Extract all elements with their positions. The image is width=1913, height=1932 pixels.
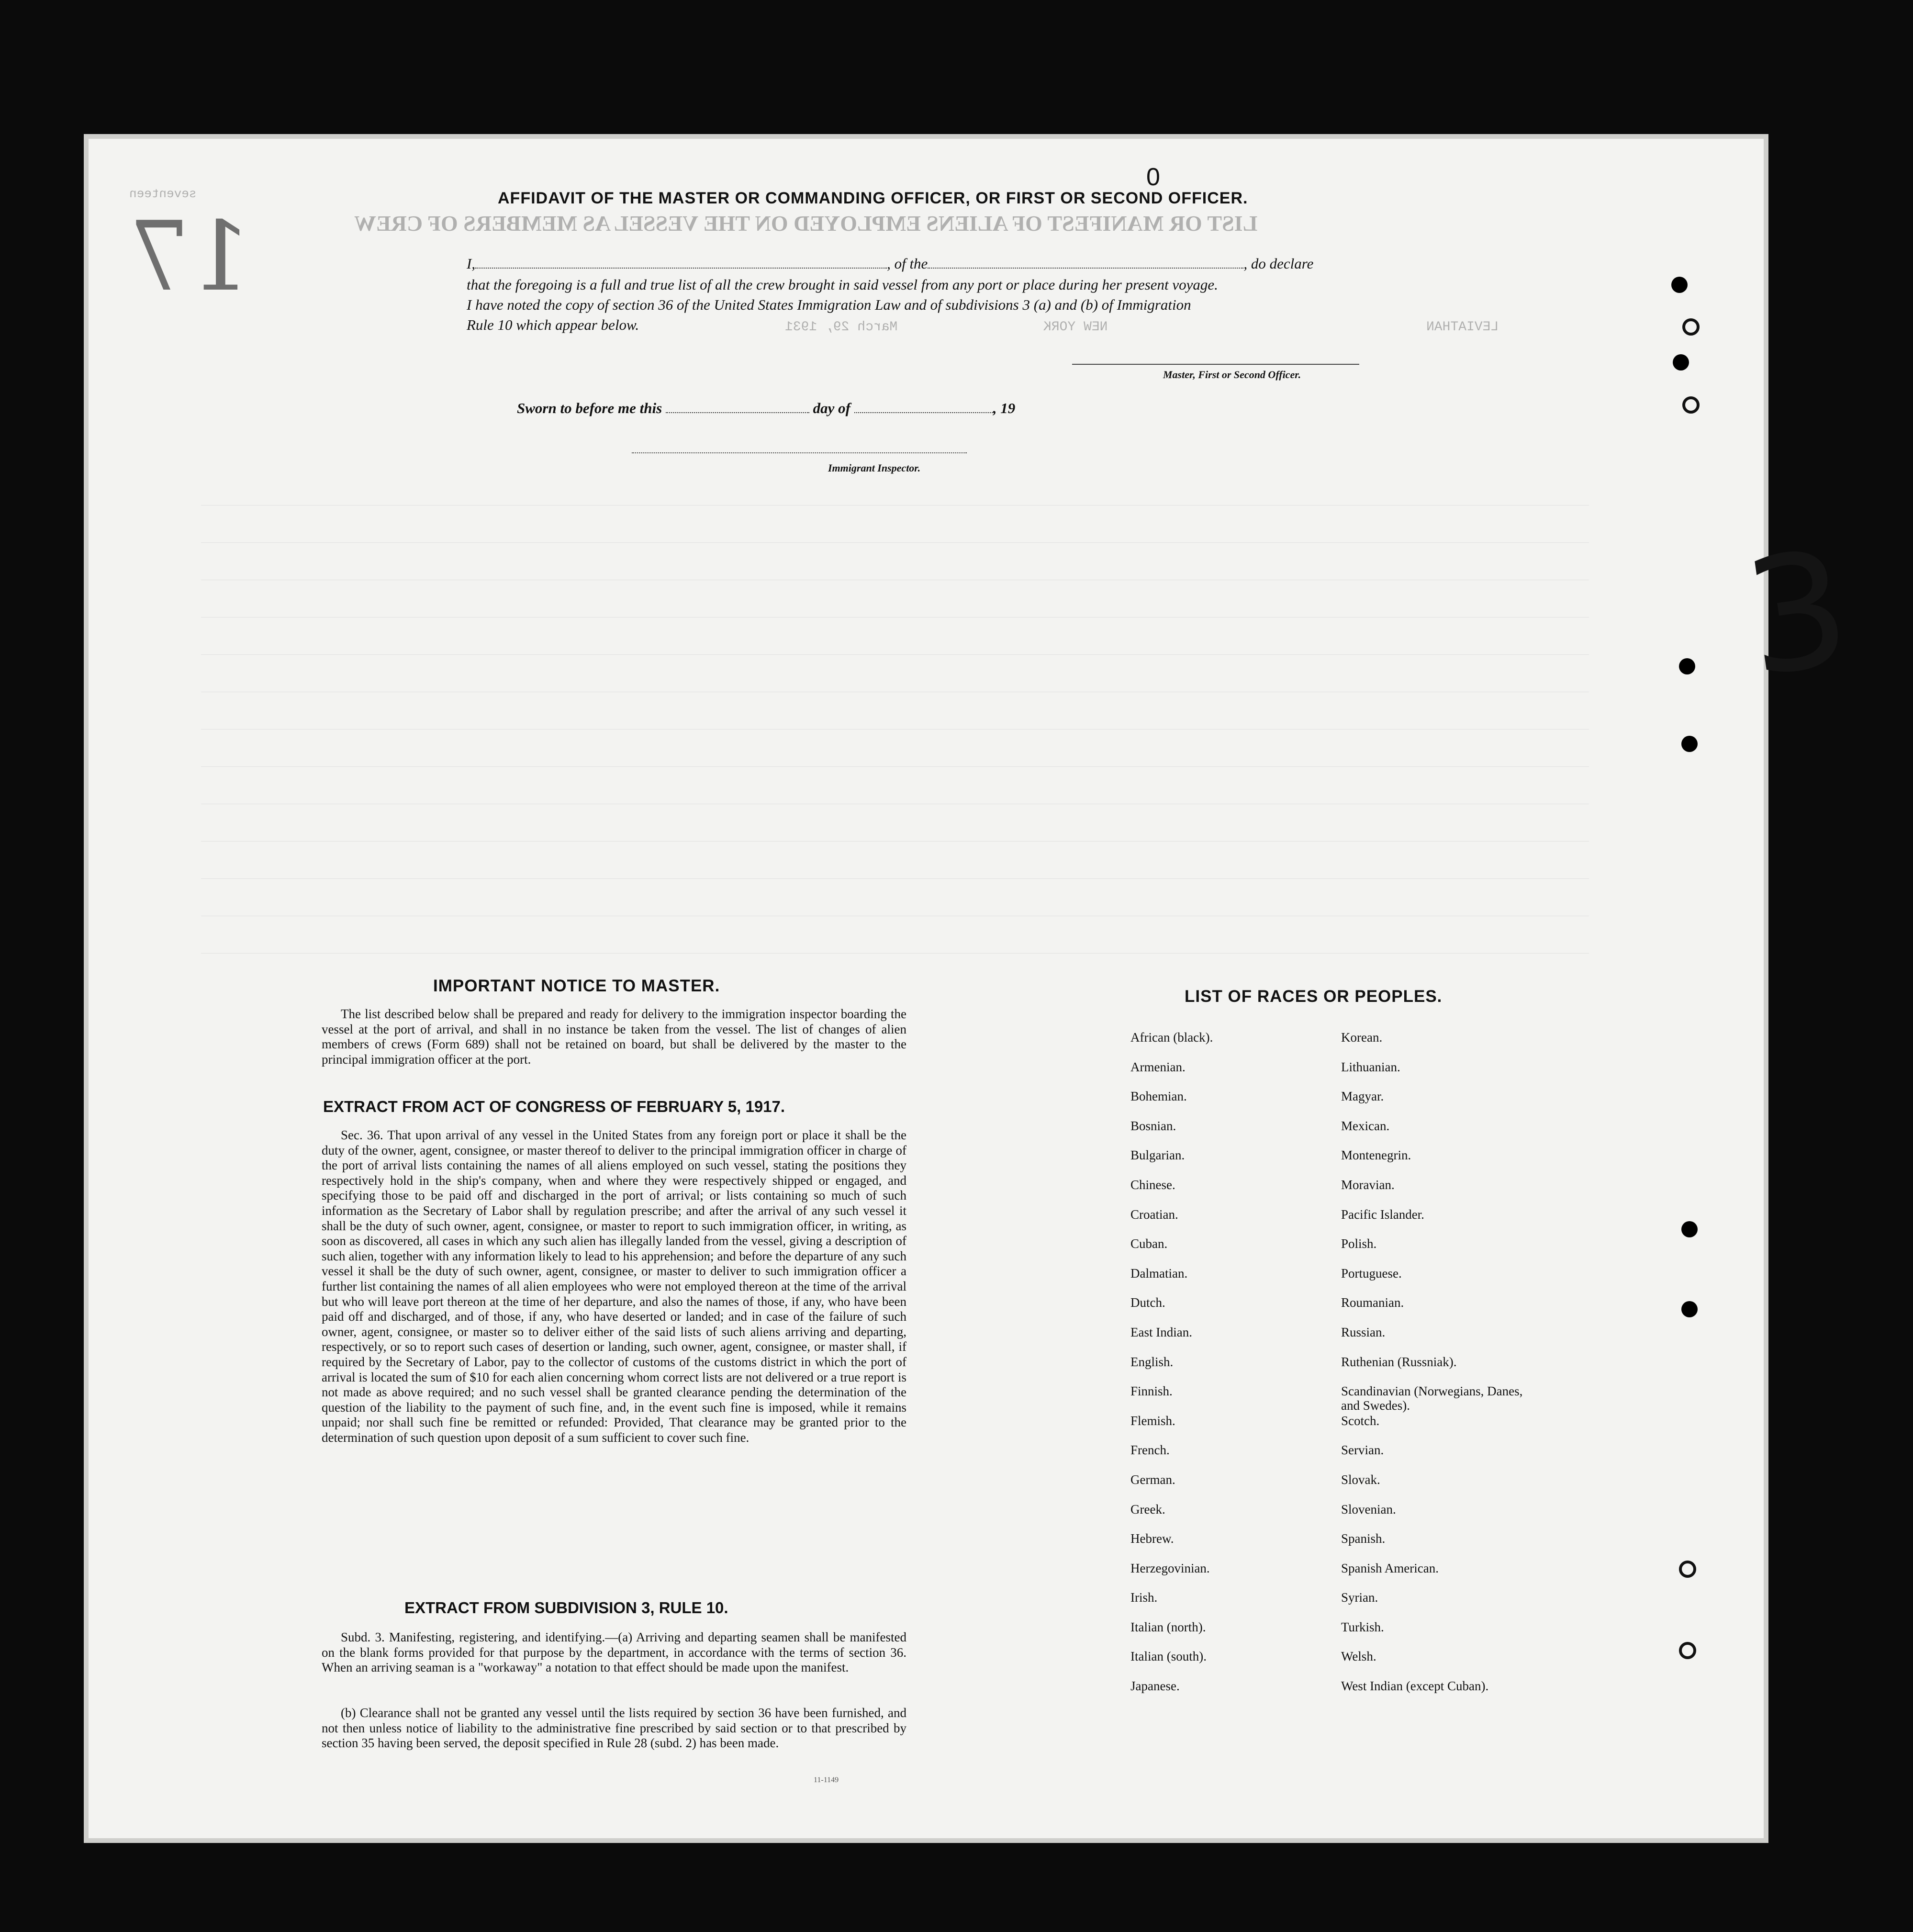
extract-rule-body-b: (b) Clearance shall not be granted any vessel until the lists required by section 36 have been furnished, and not then unless notice of liability to the administrative fine prescribed by said section or to that prescribed by section 35 having been served, the deposit specified in Rule 28 (subd. 2) has been made.	[322, 1706, 906, 1751]
pencil-number: 3	[1734, 516, 1860, 712]
bleed-row	[201, 953, 1589, 954]
extract-rule-title: EXTRACT FROM SUBDIVISION 3, RULE 10.	[404, 1599, 728, 1617]
race-item: Welsh.	[1341, 1649, 1376, 1664]
affidavit-line-1	[467, 255, 1313, 272]
race-item: West Indian (except Cuban).	[1341, 1679, 1489, 1694]
bleed-port: NEW YORK	[1043, 320, 1108, 335]
race-item: French.	[1130, 1443, 1170, 1458]
bleed-date: March 29, 1931	[785, 320, 898, 335]
race-item: Lithuanian.	[1341, 1059, 1400, 1074]
race-item: Hebrew.	[1130, 1531, 1174, 1546]
race-item: German.	[1130, 1472, 1175, 1487]
races-title: LIST OF RACES OR PEOPLES.	[1185, 987, 1443, 1006]
race-item: Herzegovinian.	[1130, 1561, 1210, 1575]
race-item: Cuban.	[1130, 1236, 1168, 1251]
sworn-year: , 19	[993, 400, 1016, 416]
binder-hole	[1682, 318, 1700, 336]
race-item: Bosnian.	[1130, 1118, 1176, 1133]
race-item: Roumanian.	[1341, 1295, 1404, 1310]
affidavit-line-3: I have noted the copy of section 36 of the United States Immigration Law and of subdivisions 3 (a) and (b) of Immigration	[467, 296, 1191, 313]
binder-hole	[1673, 354, 1689, 371]
bleed-manifest-title: LIST OR MANIFEST OF ALIENS EMPLOYED ON THE VESSEL AS MEMBERS OF CREW	[354, 211, 1258, 236]
race-item: Italian (north).	[1130, 1619, 1206, 1634]
race-item: East Indian.	[1130, 1325, 1192, 1339]
race-item: Dutch.	[1130, 1295, 1165, 1310]
race-item: Dalmatian.	[1130, 1266, 1188, 1281]
bleed-big-number: 17	[129, 201, 251, 313]
binder-hole	[1671, 277, 1688, 293]
extract-rule-body-a: Subd. 3. Manifesting, registering, and identifying.—(a) Arriving and departing seamen shall be manifested on the blank forms provided for that purpose by the department, in accordance with the terms of section 36. When an arriving seaman is a "workaway" a notation to that effect should be made upon the manifest.	[322, 1630, 906, 1675]
binder-hole	[1681, 1221, 1698, 1237]
inspector-signature-line	[632, 452, 967, 453]
race-item: Magyar.	[1341, 1089, 1384, 1104]
binder-hole	[1681, 736, 1698, 752]
race-item: Turkish.	[1341, 1619, 1384, 1634]
affidavit-i: I,	[467, 255, 476, 272]
affidavit-do-declare: , do declare	[1243, 255, 1314, 272]
race-item: Korean.	[1341, 1030, 1383, 1045]
affidavit-line-4: Rule 10 which appear below.	[467, 316, 639, 333]
binder-hole	[1679, 658, 1695, 674]
bleed-row	[201, 654, 1589, 655]
bleed-row	[201, 841, 1589, 842]
race-item: Spanish.	[1341, 1531, 1386, 1546]
binder-hole	[1679, 1561, 1696, 1578]
bleed-row	[201, 878, 1589, 879]
bleed-row	[201, 729, 1589, 730]
extract-act-body: Sec. 36. That upon arrival of any vessel in the United States from any foreign port or place it shall be the duty of the owner, agent, consignee, or master thereof to deliver to the principal immigration officer in charge of the port of arrival lists containing the names of all aliens employed on such vessel, stating the positions they respectively hold in the ship's company, when and where they were respectively shipped or engaged, and specifying those to be paid off and discharged in the port of arrival; or lists containing so much of such information as the Secretary of Labor shall by regulation prescribe; and after the arrival of any such vessel it shall be the duty of such owner, agent, consignee, or master to report to such immigration officer, in writing, as soon as discovered, all cases in which any such alien has illegally landed from the vessel, giving a description of such alien, together with any information likely to lead to his apprehension; and before the departure of any such vessel it shall be the duty of such owner, agent, consignee, or master to deliver to such immigration officer a further list containing the names of all alien employees who were not employed thereon at the time of the arrival but who will leave port thereon at the time of her departure, and also the names of those, if any, who have been paid off and discharged, and of those, if any, who have deserted or landed; and in case of the failure of such owner, agent, consignee, or master so to deliver either of the said lists of such aliens arriving and departing, respectively, or so to report such cases of desertion or landing, such owner, agent, consignee, or master shall, if required by the Secretary of Labor, pay to the collector of customs of the customs district in which the port of arrival is located the sum of $10 for each alien concerning whom correct lists are not delivered or a true report is not made as above required; and no such vessel shall be granted clearance pending the determination of the question of the liability to the payment of such fine, and, in the event such fine is imposed, while it remains unpaid; nor shall such fine be remitted or refunded: Provided, That clearance may be granted prior to the determination of such question upon deposit of a sum sufficient to cover such fine.	[322, 1128, 906, 1445]
sworn-day-of: day of	[813, 400, 850, 416]
bleed-row	[201, 617, 1589, 618]
notice-body: The list described below shall be prepared and ready for delivery to the immigration inspector boarding the vessel at the port of arrival, and shall in no instance be taken from the vessel. The list of changes of alien members of crews (Form 689) shall not be retained on board, but shall be delivered by the master to the principal immigration officer at the port.	[322, 1007, 906, 1067]
race-item: Bohemian.	[1130, 1089, 1187, 1104]
bleed-vessel: LEVIATHAN	[1426, 320, 1499, 335]
race-item: Finnish.	[1130, 1384, 1173, 1399]
binder-hole	[1681, 1301, 1698, 1317]
race-item: Montenegrin.	[1341, 1148, 1411, 1163]
sworn-line	[517, 400, 1015, 417]
form-code: 11-1149	[814, 1776, 839, 1784]
corner-zero: 0	[1146, 163, 1160, 191]
race-item: Armenian.	[1130, 1059, 1186, 1074]
race-item: Slovenian.	[1341, 1502, 1396, 1516]
inspector-label: Immigrant Inspector.	[828, 462, 921, 474]
race-item: English.	[1130, 1354, 1174, 1369]
race-item: Mexican.	[1341, 1118, 1390, 1133]
race-item: Ruthenian (Russniak).	[1341, 1354, 1457, 1369]
race-item: Portuguese.	[1341, 1266, 1402, 1281]
race-item: Japanese.	[1130, 1679, 1180, 1694]
master-label: Master, First or Second Officer.	[1163, 369, 1301, 381]
races-right-column	[1341, 1030, 1542, 1708]
affidavit-of-the: , of the	[887, 255, 928, 272]
race-item: Greek.	[1130, 1502, 1165, 1516]
race-item: Scotch.	[1341, 1413, 1380, 1428]
race-item: Spanish American.	[1341, 1561, 1439, 1575]
race-item: Russian.	[1341, 1325, 1386, 1339]
affidavit-title: AFFIDAVIT OF THE MASTER OR COMMANDING OFFICER, OR FIRST OR SECOND OFFICER.	[498, 189, 1248, 207]
binder-hole	[1679, 1642, 1696, 1659]
race-item: Slovak.	[1341, 1472, 1380, 1487]
bleed-row	[201, 766, 1589, 767]
master-signature-line	[1072, 364, 1359, 365]
binder-hole	[1682, 396, 1700, 414]
race-item: Italian (south).	[1130, 1649, 1207, 1664]
race-item: Scandinavian (Norwegians, Danes, and Swedes).	[1341, 1384, 1523, 1413]
race-item: Chinese.	[1130, 1177, 1175, 1192]
notice-title: IMPORTANT NOTICE TO MASTER.	[433, 977, 720, 995]
race-item: Servian.	[1341, 1443, 1384, 1458]
bleed-seventeen: seventeen	[129, 187, 197, 201]
race-item: Syrian.	[1341, 1590, 1378, 1605]
race-item: Irish.	[1130, 1590, 1158, 1605]
sworn-to: Sworn to before me this	[517, 400, 662, 416]
race-item: Polish.	[1341, 1236, 1377, 1251]
bleed-row	[201, 542, 1589, 543]
race-item: African (black).	[1130, 1030, 1213, 1045]
affidavit-line-2: that the foregoing is a full and true list of all the crew brought in said vessel from any port or place during her present voyage.	[467, 276, 1218, 293]
race-item: Pacific Islander.	[1341, 1207, 1424, 1222]
race-item: Croatian.	[1130, 1207, 1178, 1222]
race-item: Flemish.	[1130, 1413, 1175, 1428]
race-item: Moravian.	[1341, 1177, 1395, 1192]
races-left-column	[1130, 1030, 1213, 1708]
extract-act-title: EXTRACT FROM ACT OF CONGRESS OF FEBRUARY 5, 1917.	[323, 1098, 785, 1115]
race-item: Bulgarian.	[1130, 1148, 1185, 1163]
